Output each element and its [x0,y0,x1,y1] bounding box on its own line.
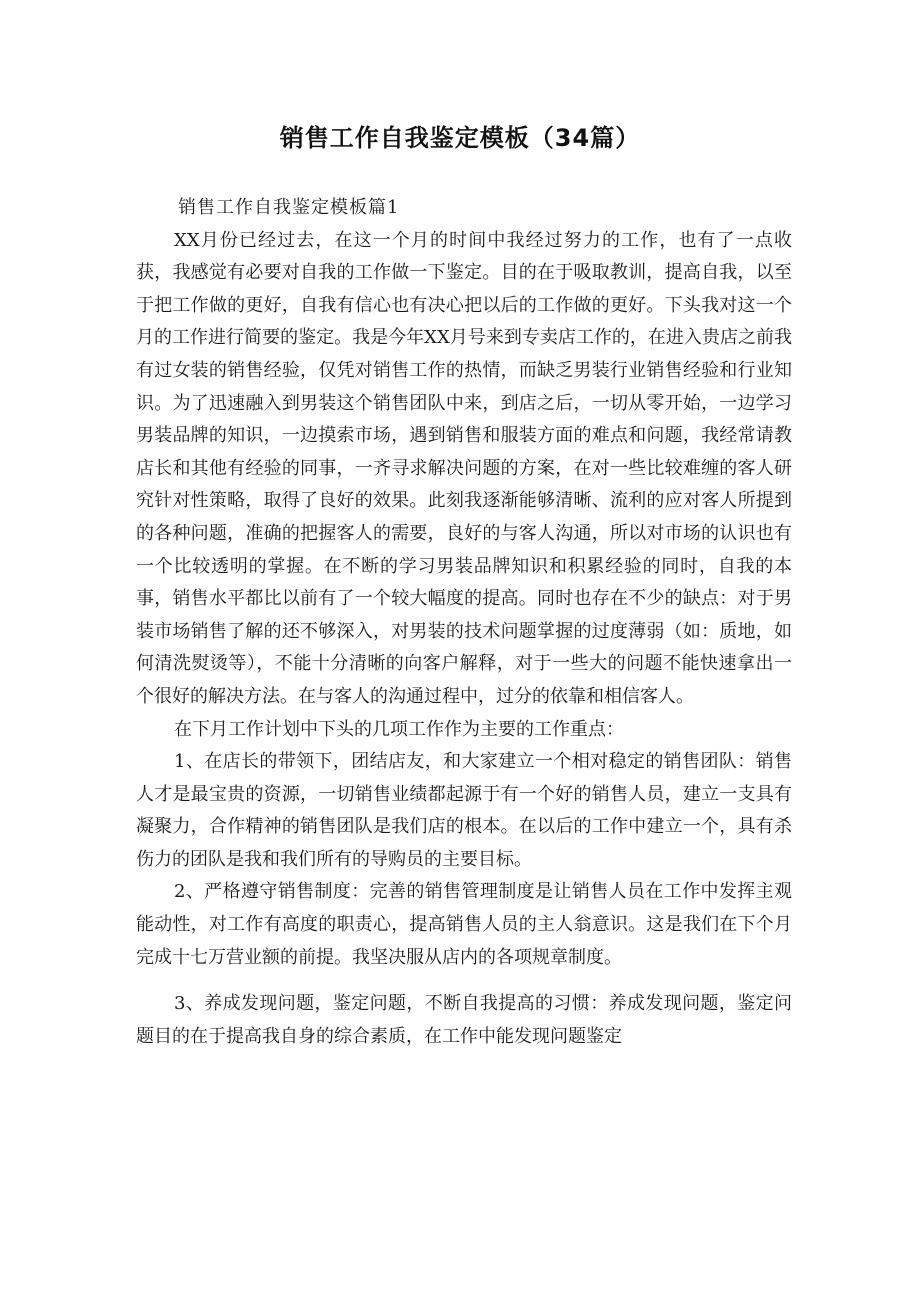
paragraph: 3、养成发现问题，鉴定问题，不断自我提高的习惯：养成发现问题，鉴定问题目的在于提高我自身的综合素质，在工作中能发现问题鉴定 [136,993,792,1047]
document-body [136,192,792,1053]
document-title: 销售工作自我鉴定模板（34篇） [279,124,641,152]
paragraph: 在下月工作计划中下头的几项工作作为主要的工作重点： [174,718,624,740]
paragraph: 1、在店长的带领下，团结店友，和大家建立一个相对稳定的销售团队：销售人才是最宝贵的资源，一切销售业绩都起源于有一个好的销售人员，建立一支具有凝聚力，合作精神的销售团队是我们店的根本。在以后的工作中建立一个，具有杀伤力的团队是我和我们所有的导购员的主要目标。 [136,751,792,870]
paragraph: XX月份已经过去，在这一个月的时间中我经过努力的工作，也有了一点收获，我感觉有必要对自我的工作做一下鉴定。目的在于吸取教训，提高自我，以至于把工作做的更好，自我有信心也有决心把以后的工作做的更好。下头我对这一个月的工作进行简要的鉴定。我是今年XX月号来到专卖店工作的，在进入贵店之前我有过女装的销售经验，仅凭对销售工作的热情，而缺乏男装行业销售经验和行业知识。为了迅速融入到男装这个销售团队中来，到店之后，一切从零开始，一边学习男装品牌的知识，一边摸索市场，遇到销售和服装方面的难点和问题，我经常请教店长和其他有经验的同事，一齐寻求解决问题的方案，在对一些比较难缠的客人研究针对性策略，取得了良好的效果。此刻我逐渐能够清晰、流利的应对客人所提到的各种问题，准确的把握客人的需要，良好的与客人沟通，所以对市场的认识也有一个比较透明的掌握。在不断的学习男装品牌知识和积累经验的同时，自我的本事，销售水平都比以前有了一个较大幅度的提高。同时也存在不少的缺点：对于男装市场销售了解的还不够深入，对男装的技术问题掌握的过度薄弱（如：质地，如何清洗熨烫等），不能十分清晰的向客户解释，对于一些大的问题不能快速拿出一个很好的解决方法。在与客人的沟通过程中，过分的依靠和相信客人。 [136,229,792,707]
paragraph: 2、严格遵守销售制度：完善的销售管理制度是让销售人员在工作中发挥主观能动性，对工作有高度的职责心，提高销售人员的主人翁意识。这是我们在下个月完成十七万营业额的前提。我坚决服从店内的各项规章制度。 [136,881,792,968]
section-heading: 销售工作自我鉴定模板篇1 [178,197,400,218]
